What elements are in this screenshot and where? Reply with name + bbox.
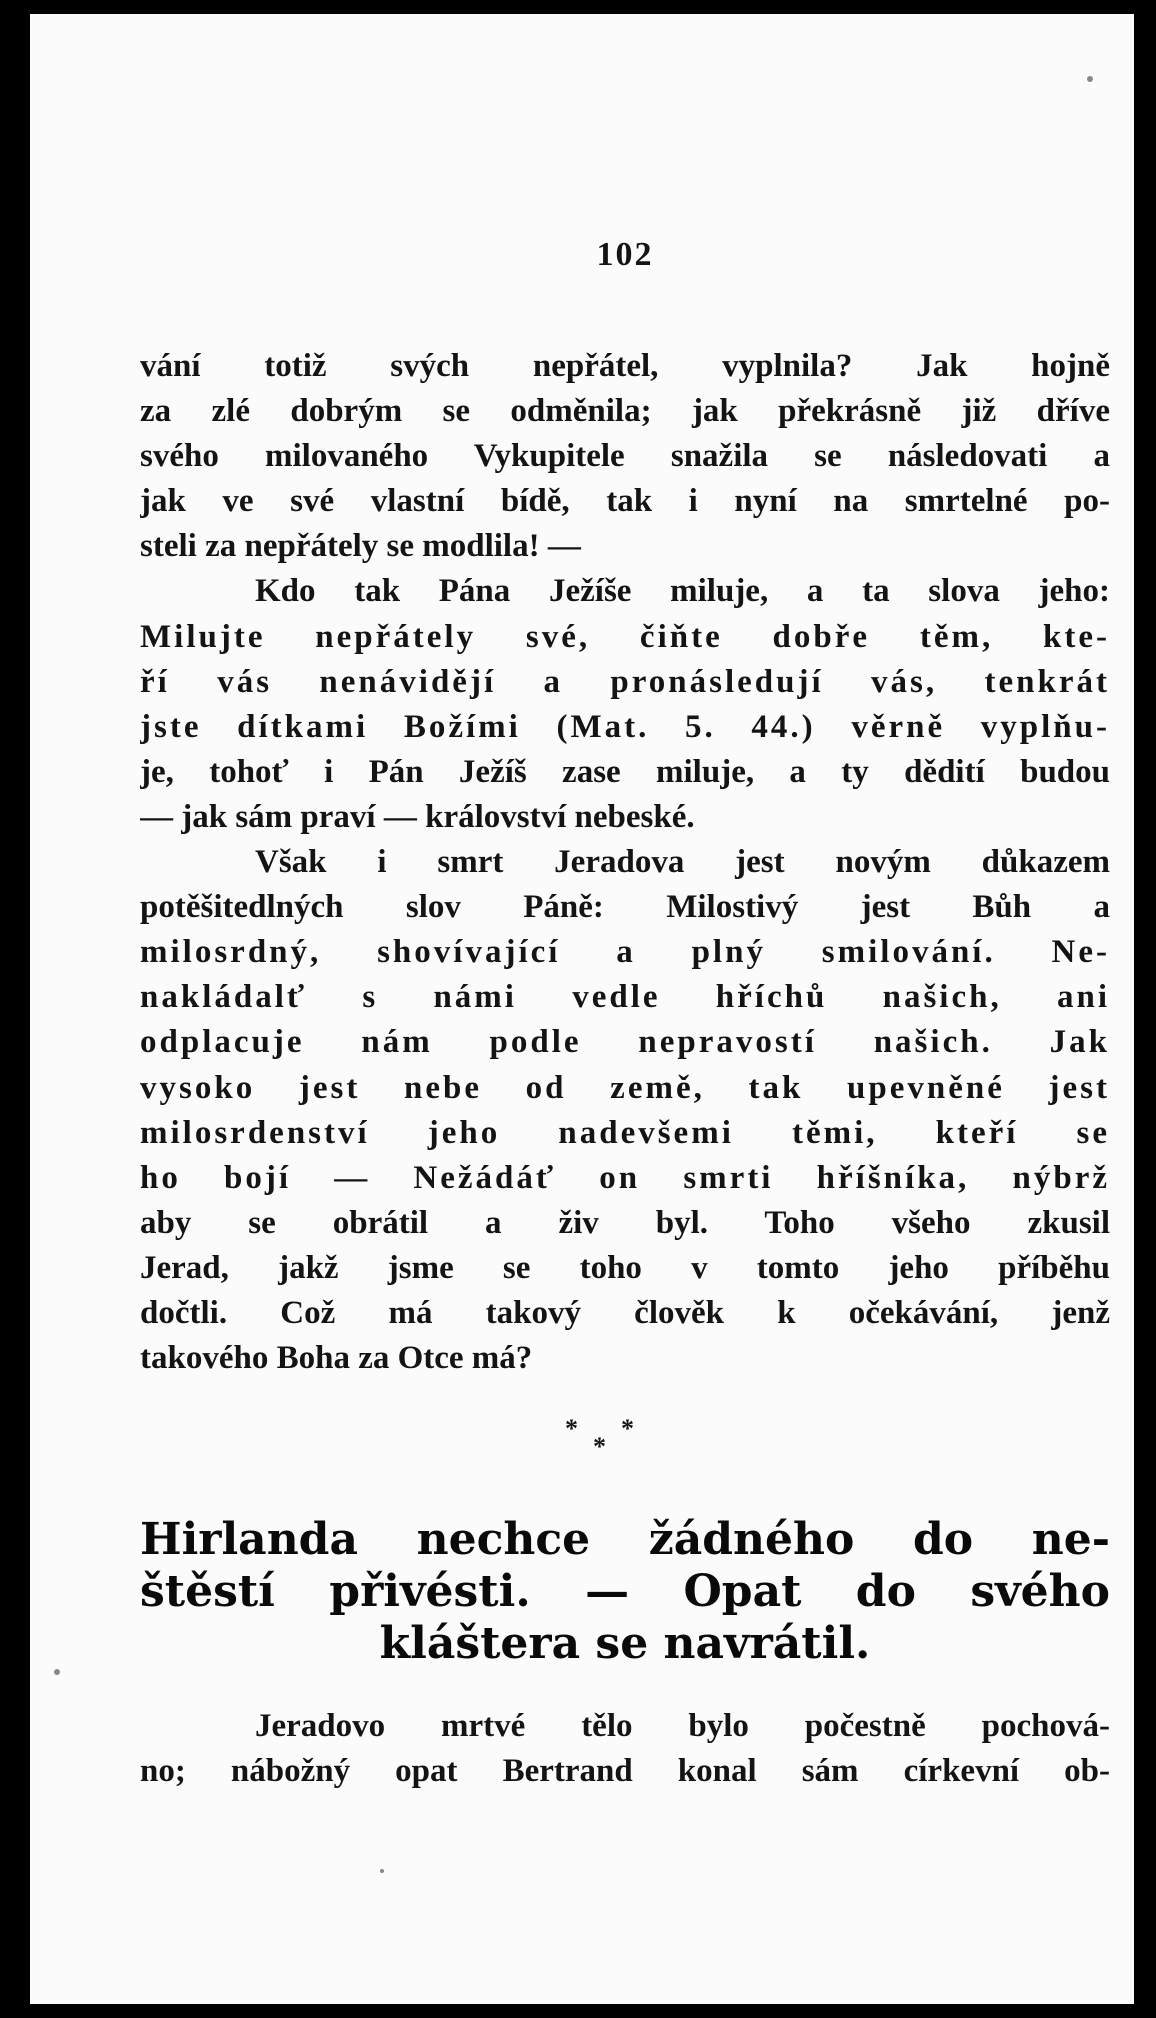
text-line: jste dítkami Božími (Mat. 5. 44.) věrně vyplňu- [140, 708, 1110, 745]
paper-speck [380, 1869, 384, 1873]
asterisk: * [621, 1414, 634, 1443]
text-line: aby se obrátil a živ byl. Toho všeho zkusil [140, 1204, 1110, 1241]
text-line: ří vás nenávidějí a pronásledují vás, tenkrát [140, 663, 1110, 700]
text-line: nakládalť s námi vedle hříchů našich, ani [140, 979, 1110, 1016]
text-line: Kdo tak Pána Ježíše miluje, a ta slova jeho: [255, 573, 1110, 610]
heading-line: Hirlanda nechce žádného do ne- [140, 1514, 1110, 1565]
text-line: vání totiž svých nepřátel, vyplnila? Jak hojně [140, 348, 1110, 384]
heading-line: štěstí přivésti. — Opat do svého [140, 1566, 1110, 1617]
body-text [140, 344, 1110, 1381]
text-line: je, tohoť i Pán Ježíš zase miluje, a ty dědití budou [140, 753, 1110, 790]
chapter-heading [140, 1514, 1110, 1670]
heading-line: kláštera se navrátil. [379, 1618, 871, 1669]
section-separator [140, 1414, 1110, 1474]
text-line: potěšitedlných slov Páně: Milostivý jest Bůh a [140, 889, 1110, 926]
text-line: steli za nepřátely se modlila! — [140, 528, 581, 565]
text-line: svého milovaného Vykupitele snažila se následovati a [140, 438, 1110, 475]
text-line: milosrdný, shovívající a plný smilování. Ne- [140, 934, 1110, 971]
asterisk: * [593, 1432, 606, 1461]
text-line: Jerad, jakž jsme se toho v tomto jeho příběhu [140, 1249, 1110, 1286]
asterisk: * [565, 1414, 578, 1443]
text-line: — jak sám praví — království nebeské. [140, 798, 695, 835]
text-line: jak ve své vlastní bídě, tak i nyní na smrtelné po- [140, 483, 1110, 520]
closing-paragraph [140, 1704, 1110, 1794]
text-line: milosrdenství jeho nadevšemi těmi, kteří se [140, 1114, 1110, 1151]
text-line: vysoko jest nebe od země, tak upevněné jest [140, 1069, 1110, 1106]
text-line: dočtli. Což má takový člověk k očekávání, jenž [140, 1294, 1110, 1331]
paper-speck [1087, 76, 1093, 82]
page-number: 102 [596, 236, 654, 273]
text-line: Milujte nepřátely své, čiňte dobře těm, kte- [140, 618, 1110, 655]
text-line: Však i smrt Jeradova jest novým důkazem [255, 844, 1110, 881]
text-line: ho bojí — Nežádáť on smrti hříšníka, nýbrž [140, 1159, 1110, 1196]
text-line: za zlé dobrým se odměnila; jak překrásně již dříve [140, 393, 1110, 430]
text-line: Jeradovo mrtvé tělo bylo počestně pochová- [255, 1708, 1110, 1744]
book-page [30, 14, 1134, 2004]
text-line: takového Boha za Otce má? [140, 1340, 533, 1377]
text-line: no; nábožný opat Bertrand konal sám církevní ob- [140, 1753, 1110, 1790]
paper-speck [54, 1669, 60, 1675]
text-line: odplacuje nám podle nepravostí našich. Jak [140, 1024, 1110, 1061]
